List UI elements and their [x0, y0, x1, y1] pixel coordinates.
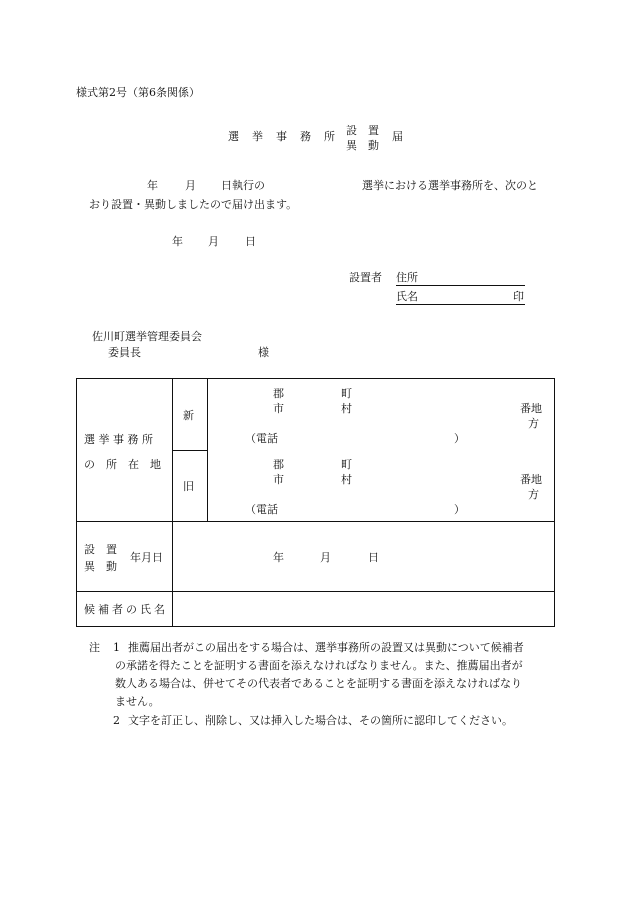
new-shi: 市: [273, 402, 284, 415]
new-kata: 方: [528, 417, 539, 430]
note1-line4: ません。: [115, 695, 160, 708]
note2-number: 2: [113, 714, 120, 727]
new-mura: 村: [341, 402, 352, 415]
applicant-address-field: [396, 272, 525, 286]
form-title-suffix: 届: [392, 130, 403, 143]
new-gun: 郡: [273, 387, 284, 400]
setup-date-label: 年月日: [130, 551, 163, 564]
old-tel-open: （電話: [245, 503, 278, 516]
new-banchi: 番地: [520, 402, 542, 415]
applicant-name-label: 氏名: [396, 290, 418, 303]
note1-number: 1: [113, 641, 120, 654]
old-mura: 村: [341, 473, 352, 486]
body-year: 年: [147, 179, 158, 192]
form-title-option-change: 異 動: [346, 139, 379, 152]
setup-label-top: 設 置: [84, 543, 117, 556]
old-gun: 郡: [273, 458, 284, 471]
note1-line1: 推薦届出者がこの届出をする場合は、選挙事務所の設置又は異動について候補者: [128, 641, 524, 654]
new-label: 新: [183, 409, 194, 422]
setup-label-bottom: 異 動: [84, 560, 117, 573]
table-line-new-old: [172, 450, 207, 451]
submit-date-day: 日: [245, 235, 256, 248]
notification-table: [76, 378, 555, 627]
setup-date-month: 月: [320, 551, 331, 564]
new-tel-open: （電話: [245, 432, 278, 445]
old-tel-close: ）: [454, 503, 465, 516]
location-label-line2: の 所 在 地: [84, 458, 161, 471]
table-line-label-col: [172, 379, 173, 626]
addressee-committee: 佐川町選挙管理委員会: [92, 330, 202, 343]
body-month: 月: [185, 179, 196, 192]
setup-date-year: 年: [273, 551, 284, 564]
old-banchi: 番地: [520, 473, 542, 486]
new-machi: 町: [341, 387, 352, 400]
old-machi: 町: [341, 458, 352, 471]
form-title-main: 選 挙 事 務 所: [228, 130, 336, 143]
addressee-honorific: 様: [258, 346, 269, 359]
applicant-address-label: 住所: [396, 271, 418, 284]
table-line-date-bottom: [77, 591, 554, 592]
note-label: 注: [89, 641, 100, 654]
note1-line3: 数人ある場合は、併せてその代表者であることを証明する書面を添えなければなり: [115, 677, 522, 690]
applicant-label: 設置者: [349, 271, 382, 284]
new-tel-close: ）: [454, 432, 465, 445]
submit-date-month: 月: [208, 235, 219, 248]
note2-text: 文字を訂正し、削除し、又は挿入した場合は、その箇所に認印してください。: [128, 714, 513, 727]
old-kata: 方: [528, 488, 539, 501]
addressee-chair: 委員長: [108, 346, 141, 359]
table-line-location-bottom: [77, 521, 554, 522]
submit-date-year: 年: [172, 235, 183, 248]
note1-line2: の承諾を得たことを証明する書面を添えなければなりません。また、推薦届出者が: [115, 659, 523, 672]
applicant-name-field: [396, 291, 525, 305]
old-label: 旧: [183, 480, 194, 493]
form-number: 様式第2号（第6条関係）: [76, 86, 200, 99]
table-line-newold-col: [207, 379, 208, 521]
form-title-option-setup: 設 置: [346, 124, 379, 137]
old-shi: 市: [273, 473, 284, 486]
candidate-name-label: 候補者の氏名: [84, 603, 168, 616]
body-line1-rest: 選挙における選挙事務所を、次のと: [362, 179, 538, 192]
location-label-line1: 選 挙 事 務 所: [84, 433, 153, 446]
body-day-executed: 日執行の: [221, 179, 265, 192]
body-line2: おり設置・異動しましたので届け出ます。: [89, 198, 298, 211]
setup-date-day: 日: [368, 551, 379, 564]
seal-mark: 印: [513, 290, 524, 303]
